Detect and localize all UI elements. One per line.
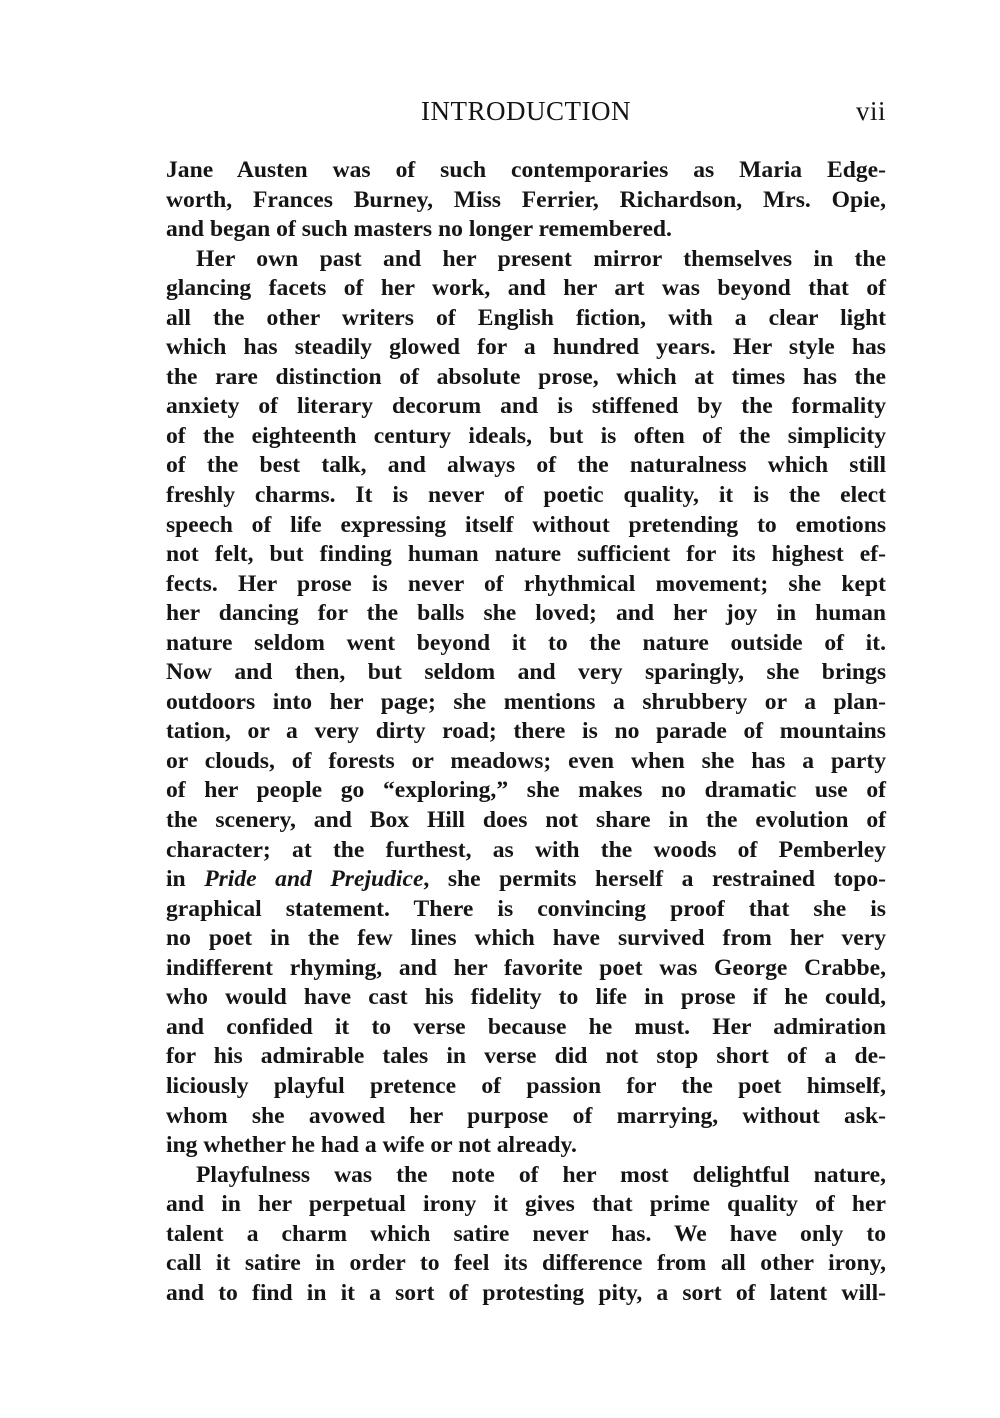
paragraph bbox=[166, 1161, 886, 1309]
text-line: which has steadily glowed for a hundred years. Her style has bbox=[166, 334, 886, 361]
paragraph bbox=[166, 245, 886, 1161]
page-number: vii bbox=[855, 96, 886, 126]
running-title: INTRODUCTION bbox=[421, 96, 631, 126]
text-line: character; at the furthest, as with the woods of Pemberley bbox=[166, 836, 886, 863]
text-line: talent a charm which satire never has. We have only to bbox=[166, 1220, 886, 1247]
text-line: the rare distinction of absolute prose, which at times has the bbox=[166, 363, 886, 390]
book-title: Pride and Prejudice bbox=[204, 866, 424, 893]
text-line-with-title bbox=[166, 865, 886, 895]
text-line: speech of life expressing itself without pretending to emotions bbox=[166, 511, 886, 538]
text-line: and in her perpetual irony it gives that prime quality of her bbox=[166, 1191, 886, 1218]
text-line: all the other writers of English fiction, with a clear light bbox=[166, 304, 886, 331]
text-line: glancing facets of her work, and her art was beyond that of bbox=[166, 275, 886, 302]
text-line: not felt, but finding human nature sufficient for its highest ef- bbox=[166, 541, 886, 568]
text-line: Playfulness was the note of her most delightful nature, bbox=[196, 1161, 886, 1188]
text-line: Now and then, but seldom and very sparingly, she brings bbox=[166, 659, 886, 686]
text-line: call it satire in order to feel its difference from all other irony, bbox=[166, 1250, 886, 1277]
text-line: the scenery, and Box Hill does not share in the evolution of bbox=[166, 807, 886, 834]
text-line: no poet in the few lines which have survived from her very bbox=[166, 925, 886, 952]
text-line: or clouds, of forests or meadows; even when she has a party bbox=[166, 747, 886, 774]
text-line: Her own past and her present mirror themselves in the bbox=[196, 245, 886, 272]
text-line: graphical statement. There is convincing proof that she is bbox=[166, 895, 886, 922]
text-line: anxiety of literary decorum and is stiffened by the formality bbox=[166, 393, 886, 420]
text-line: liciously playful pretence of passion for the poet himself, bbox=[166, 1072, 886, 1099]
text-line: whom she avowed her purpose of marrying, without ask- bbox=[166, 1102, 886, 1129]
text-line: for his admirable tales in verse did not stop short of a de- bbox=[166, 1043, 886, 1070]
running-head bbox=[166, 96, 886, 136]
text-line: fects. Her prose is never of rhythmical movement; she kept bbox=[166, 570, 886, 597]
text-line: and to find in it a sort of protesting pity, a sort of latent will- bbox=[166, 1279, 886, 1306]
text-line: worth, Frances Burney, Miss Ferrier, Richardson, Mrs. Opie, bbox=[166, 186, 886, 213]
text-line: indifferent rhyming, and her favorite poet was George Crabbe, bbox=[166, 954, 886, 981]
text-line: her dancing for the balls she loved; and her joy in human bbox=[166, 600, 886, 627]
text-line: who would have cast his fidelity to life in prose if he could, bbox=[166, 984, 886, 1011]
paragraph bbox=[166, 156, 886, 245]
text-line: and began of such masters no longer remembered. bbox=[166, 216, 672, 243]
line-suffix: , she permits herself a restrained topo- bbox=[423, 866, 886, 893]
text-line: and confided it to verse because he must. Her admiration bbox=[166, 1013, 886, 1040]
text-line: outdoors into her page; she mentions a shrubbery or a plan- bbox=[166, 688, 886, 715]
text-line: ing whether he had a wife or not already. bbox=[166, 1132, 577, 1159]
line-prefix: in bbox=[166, 866, 205, 893]
text-line: freshly charms. It is never of poetic quality, it is the elect bbox=[166, 482, 886, 509]
body-text bbox=[166, 156, 886, 1308]
text-line: tation, or a very dirty road; there is no parade of mountains bbox=[166, 718, 886, 745]
text-line: of the eighteenth century ideals, but is often of the simplicity bbox=[166, 422, 886, 449]
text-line: of her people go “exploring,” she makes no dramatic use of bbox=[166, 777, 886, 804]
text-line: of the best talk, and always of the naturalness which still bbox=[166, 452, 886, 479]
text-line: nature seldom went beyond it to the nature outside of it. bbox=[166, 629, 886, 656]
text-line: Jane Austen was of such contemporaries as Maria Edge- bbox=[166, 157, 886, 183]
